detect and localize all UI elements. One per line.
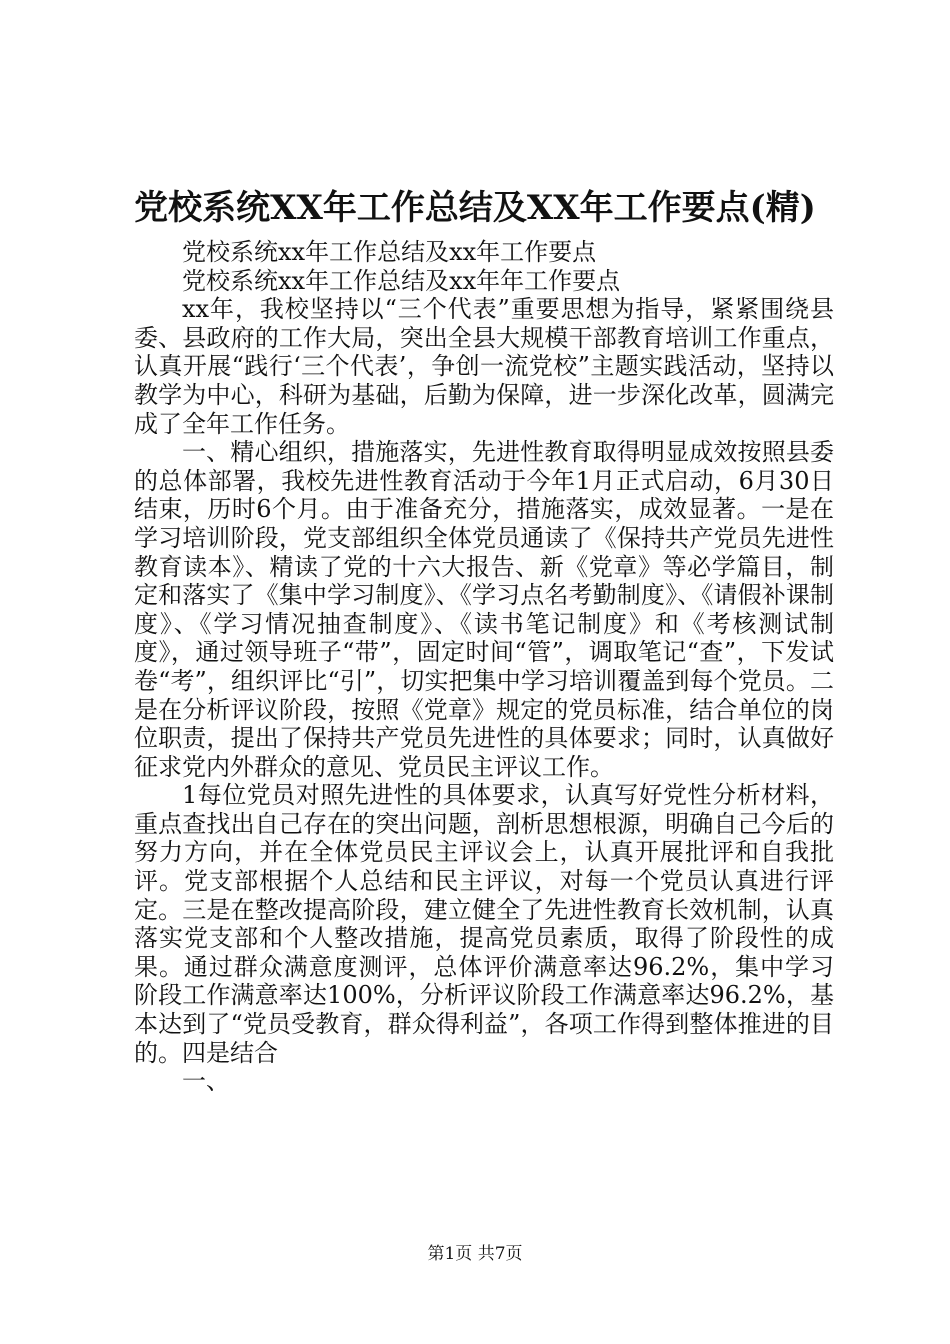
document-body xyxy=(134,238,834,1096)
page-number: 第1页 共7页 xyxy=(427,1244,523,1264)
paragraph-section-marker: 一、 xyxy=(182,1067,230,1096)
paragraph-subtitle-2: 党校系统xx年工作总结及xx年年工作要点 xyxy=(182,266,621,295)
paragraph-intro: xx年，我校坚持以“三个代表”重要思想为指导，紧紧围绕县委、县政府的工作大局，突出全县大规模干部教育培训工作重点，认真开展“践行‘三个代表’，争创一流党校”主题实践活动，坚持以教学为中心，科研为基础，后勤为保障，进一步深化改革，圆满完成了全年工作任务。 xyxy=(134,295,834,438)
paragraph-section-1-continued: 1每位党员对照先进性的具体要求，认真写好党性分析材料，重点查找出自己存在的突出问题，剖析思想根源，明确自己今后的努力方向，并在全体党员民主评议会上，认真开展批评和自我批评。党支部根据个人总结和民主评议，对每一个党员认真进行评定。三是在整改提高阶段，建立健全了先进性教育长效机制，认真落实党支部和个人整改措施，提高党员素质，取得了阶段性的成果。通过群众满意度测评，总体评价满意率达96.2%，集中学习阶段工作满意率达100%，分析评议阶段工作满意率达96.2%，基本达到了“党员受教育，群众得利益”，各项工作得到整体推进的目的。四是结合 xyxy=(134,781,834,1067)
paragraph-subtitle-1: 党校系统xx年工作总结及xx年工作要点 xyxy=(182,238,597,266)
paragraph-section-1: 一、精心组织，措施落实，先进性教育取得明显成效按照县委的总体部署，我校先进性教育活动于今年1月正式启动，6月30日结束，历时6个月。由于准备充分，措施落实，成效显著。一是在学习培训阶段，党支部组织全体党员通读了《保持共产党员先进性教育读本》、精读了党的十六大报告、新《党章》等必学篇目，制定和落实了《集中学习制度》、《学习点名考勤制度》、《请假补课制度》、《学习情况抽查制度》、《读书笔记制度》和《考核测试制度》，通过领导班子“带”，固定时间“管”，调取笔记“查”，下发试卷“考”，组织评比“引”，切实把集中学习培训覆盖到每个党员。二是在分析评议阶段，按照《党章》规定的党员标准，结合单位的岗位职责，提出了保持共产党员先进性的具体要求；同时，认真做好征求党内外群众的意见、党员民主评议工作。 xyxy=(134,438,834,781)
document-title: 党校系统XX年工作总结及XX年工作要点(精) xyxy=(134,188,816,228)
